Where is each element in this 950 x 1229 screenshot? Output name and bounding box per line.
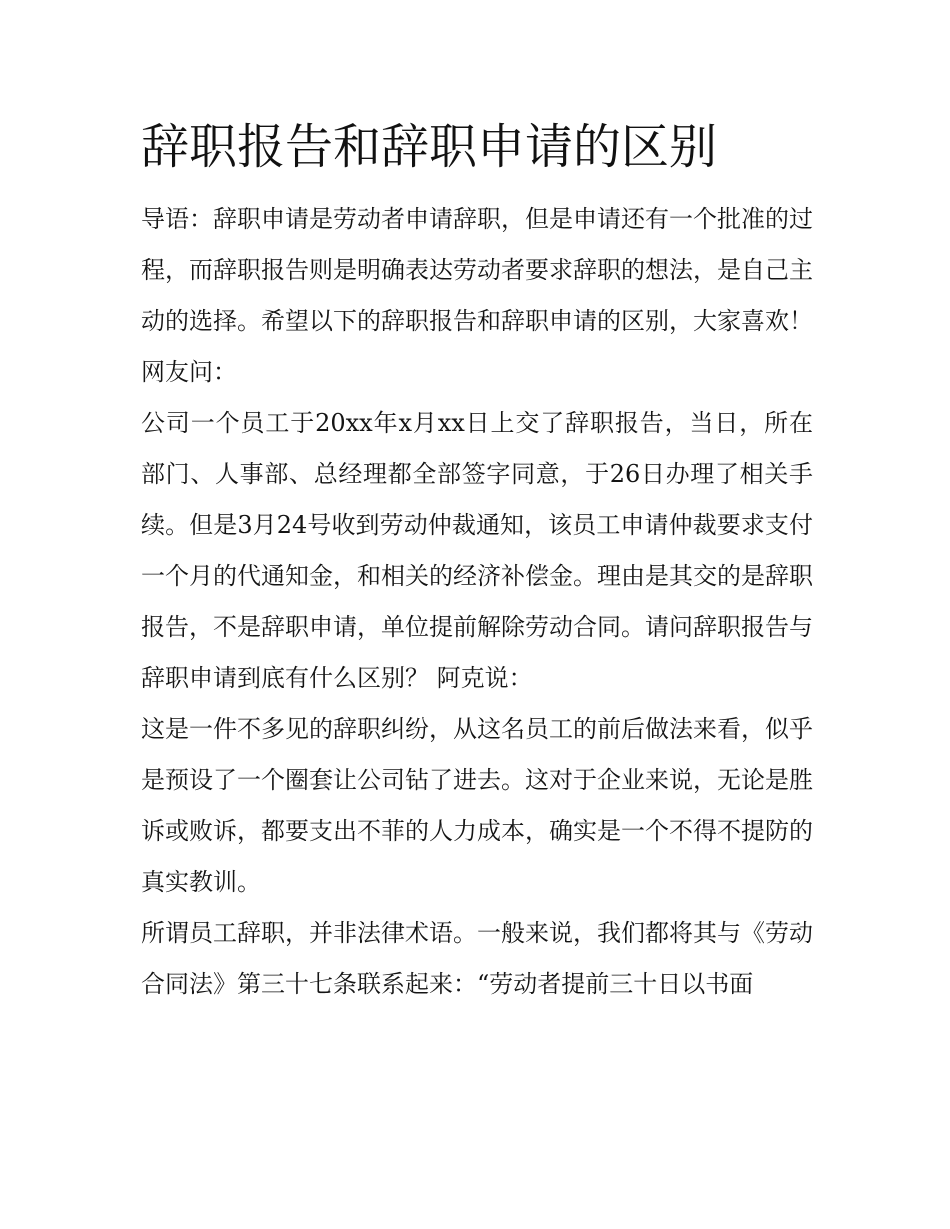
law-paragraph: 所谓员工辞职，并非法律术语。一般来说，我们都将其与《劳动合同法》第三十七条联系起来：“劳动者提前三十日以书面 [141, 919, 813, 998]
question-continuation: 辞职申请到底有什么区别？ 阿克说： [141, 664, 533, 692]
document-title: 辞职报告和辞职申请的区别 [141, 119, 718, 175]
question-label: 网友问： [141, 358, 237, 386]
question-paragraph: 公司一个员工于20xx年x月xx日上交了辞职报告，当日，所在部门、人事部、总经理都全部签字同意，于26日办理了相关手续。但是3月24号收到劳动仲裁通知，该员工申请仲裁要求支付一个月的代通知金，和相关的经济补偿金。理由是其交的是辞职报告，不是辞职申请，单位提前解除劳动合同。请问辞职报告与 [141, 409, 813, 641]
document-body [141, 112, 813, 1010]
answer-paragraph: 这是一件不多见的辞职纠纷，从这名员工的前后做法来看，似乎是预设了一个圈套让公司钻了进去。这对于企业来说，无论是胜诉或败诉，都要支出不菲的人力成本，确实是一个不得不提防的真实教训。 [141, 715, 813, 896]
intro-paragraph: 导语：辞职申请是劳动者申请辞职，但是申请还有一个批准的过程，而辞职报告则是明确表达劳动者要求辞职的想法，是自己主动的选择。希望以下的辞职报告和辞职申请的区别，大家喜欢！ [141, 205, 813, 335]
